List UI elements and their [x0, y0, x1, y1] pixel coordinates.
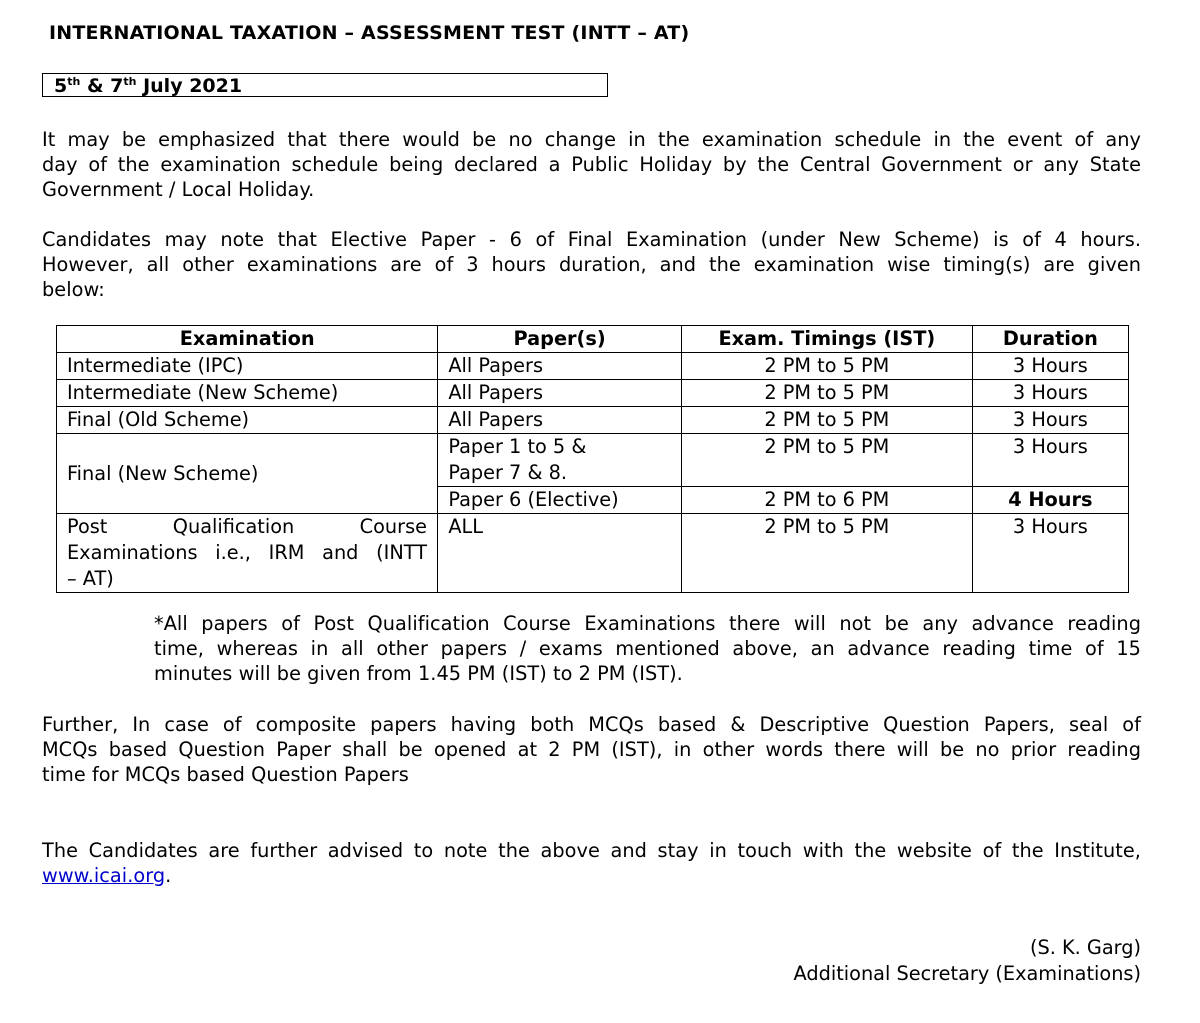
cell-exam: Intermediate (IPC) [57, 353, 438, 380]
header-timings: Exam. Timings (IST) [681, 326, 972, 353]
signatory-name: (S. K. Garg) [1029, 936, 1141, 959]
holiday-paragraph: It may be emphasized that there would be no change in the examination schedule in the event of any day of the examination schedule being declared a Public Holiday by the Central Government or any State Government / Local Holiday. [42, 128, 1141, 201]
reading-time-note: *All papers of Post Qualification Course Examinations there will not be any advance reading time, whereas in all other papers / exams mentioned above, an advance reading time of 15 minutes will be given from 1.45 PM (IST) to 2 PM (IST). [154, 612, 1141, 685]
header-duration: Duration [972, 326, 1128, 353]
mcq-paragraph: Further, In case of composite papers having both MCQs based & Descriptive Question Papers, seal of MCQs based Question Paper shall be opened at 2 PM (IST), in other words there will be no prior reading time for MCQs based Question Papers [42, 713, 1141, 786]
website-paragraph: The Candidates are further advised to note the above and stay in touch with the website of the Institute, www.icai.org. [42, 839, 1141, 887]
cell-duration: 3 Hours [972, 514, 1128, 593]
cell-timing: 2 PM to 6 PM [681, 487, 972, 514]
header-papers: Paper(s) [438, 326, 682, 353]
exam-dates-box [42, 73, 608, 97]
cell-duration: 3 Hours [972, 380, 1128, 407]
duration-paragraph: Candidates may note that Elective Paper - 6 of Final Examination (under New Scheme) is of 4 hours. However, all other examinations are of 3 hours duration, and the examination wise timing(s) are given below: [42, 228, 1141, 301]
cell-timing: 2 PM to 5 PM [681, 407, 972, 434]
table-row [57, 380, 1129, 407]
cell-timing: 2 PM to 5 PM [681, 514, 972, 593]
document-heading: INTERNATIONAL TAXATION – ASSESSMENT TEST (INTT – AT) [49, 22, 690, 44]
cell-duration: 3 Hours [972, 353, 1128, 380]
cell-duration: 4 Hours [972, 487, 1128, 514]
table-row [57, 514, 1129, 593]
cell-papers: All Papers [438, 407, 682, 434]
cell-duration: 3 Hours [972, 434, 1128, 487]
cell-timing: 2 PM to 5 PM [681, 434, 972, 487]
cell-papers: Paper 6 (Elective) [438, 487, 682, 514]
header-examination: Examination [57, 326, 438, 353]
table-row [57, 407, 1129, 434]
cell-papers: All Papers [438, 380, 682, 407]
cell-exam: Intermediate (New Scheme) [57, 380, 438, 407]
cell-exam: Final (New Scheme) [57, 434, 438, 514]
cell-timing: 2 PM to 5 PM [681, 380, 972, 407]
cell-timing: 2 PM to 5 PM [681, 353, 972, 380]
cell-papers: ALL [438, 514, 682, 593]
signatory-title: Additional Secretary (Examinations) [793, 962, 1141, 985]
cell-exam: Post Qualification Course Examinations i.e., IRM and (INTT – AT) [57, 514, 438, 593]
cell-papers: All Papers [438, 353, 682, 380]
cell-papers: Paper 1 to 5 & Paper 7 & 8. [438, 434, 682, 487]
icai-website-link[interactable]: www.icai.org [42, 864, 166, 887]
cell-duration: 3 Hours [972, 407, 1128, 434]
table-row [57, 353, 1129, 380]
table-row [57, 434, 1129, 487]
cell-exam: Final (Old Scheme) [57, 407, 438, 434]
exam-dates: 5th & 7th July 2021 [54, 75, 243, 97]
exam-schedule-table [56, 325, 1129, 593]
